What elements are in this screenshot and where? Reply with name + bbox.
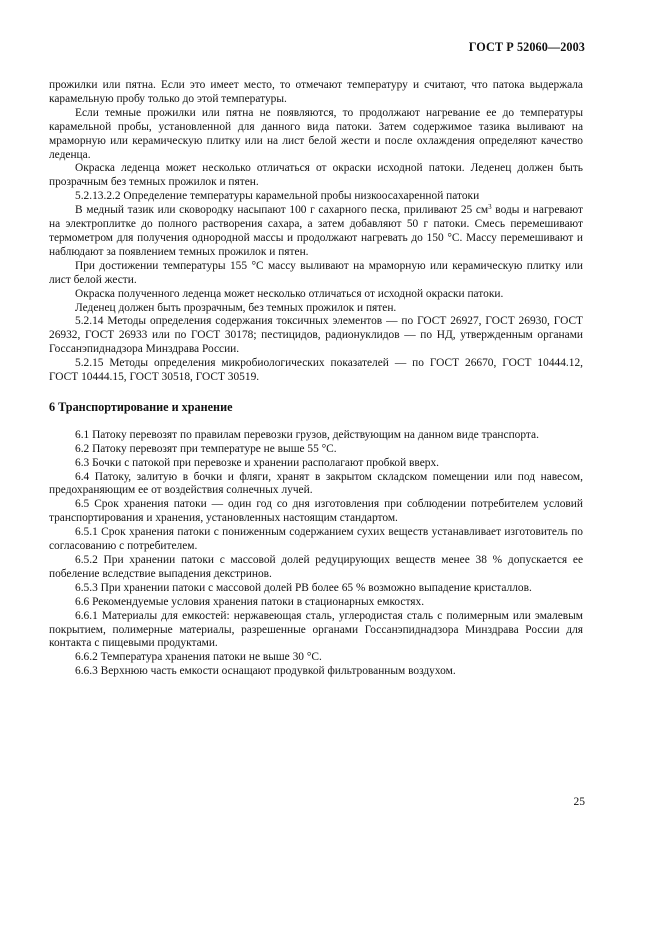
paragraph: 5.2.15 Методы определения микробиологических показателей — по ГОСТ 26670, ГОСТ 10444.12, ГОСТ 10444.15, ГОСТ 30518, ГОСТ 30519. [49, 357, 583, 384]
paragraph: 6.6.2 Температура хранения патоки не выше 30 °С. [75, 651, 322, 664]
subsection-heading: 5.2.13.2.2 Определение температуры карамельной пробы низкоосахаренной патоки [75, 190, 480, 203]
document-header: ГОСТ Р 52060—2003 [468, 40, 585, 54]
paragraph: прожилки или пятна. Если это имеет место, то отмечают температуру и считают, что патока выдержала карамельную пробу только до этой температуры. [49, 79, 583, 105]
paragraph: 6.6.3 Верхнюю часть емкости оснащают продувкой фильтрованным воздухом. [75, 665, 456, 678]
paragraph: 6.3 Бочки с патокой при перевозке и хранении располагают пробкой вверх. [75, 456, 440, 469]
paragraph: 6.1 Патоку перевозят по правилам перевозки грузов, действующим на данном виде транспорта. [75, 428, 539, 441]
paragraph-text: воды и нагревают на электроплитке до полного растворения сахара, а затем добавляют 50 г патоки. Смесь перемешивают термометром для получения однородной массы и продолжают нагревать до 150 °С. Массу перемешивают и наблюдают за появлением темных прожилок и пятен. [49, 204, 584, 258]
paragraph: 6.6.1 Материалы для емкостей: нержавеющая сталь, углеродистая сталь с полимерным или эмалевым покрытием, полимерные материалы, разрешенные органами Госсанэпиднадзора Минздрава России для контакта с пищевыми продуктами. [49, 609, 583, 650]
section-title: 6 Транспортирование и хранение [49, 399, 233, 414]
paragraph: 6.5.3 При хранении патоки с массовой долей РВ более 65 % возможно выпадение кристаллов. [75, 581, 532, 594]
paragraph-text: В медный тазик или сковородку насыпают 100 г сахарного песка, приливают 25 см [75, 204, 489, 217]
paragraph: 6.5.1 Срок хранения патоки с пониженным содержанием сухих веществ устанавливает изготовитель по согласованию с потребителем. [49, 526, 583, 553]
paragraph: Окраска леденца может несколько отличаться от окраски исходной патоки. Леденец должен быть прозрачным без темных прожилок и пятен. [49, 162, 583, 189]
page-number: 25 [573, 796, 585, 808]
paragraph: 6.2 Патоку перевозят при температуре не выше 55 °С. [75, 442, 337, 455]
superscript: 3 [488, 203, 492, 212]
paragraph: 6.6 Рекомендуемые условия хранения патоки в стационарных емкостях. [75, 595, 425, 608]
paragraph: Леденец должен быть прозрачным, без темных прожилок и пятен. [75, 301, 397, 314]
paragraph: 6.5.2 При хранении патоки с массовой долей редуцирующих веществ менее 38 % допускается ее побеление вследствие выпадения декстринов. [49, 554, 583, 580]
paragraph: 6.5 Срок хранения патоки — один год со дня изготовления при соблюдении потребителем условий транспортирования и хранения, установленных настоящим стандартом. [49, 498, 583, 525]
paragraph [49, 204, 583, 260]
paragraph: 5.2.14 Методы определения содержания токсичных элементов — по ГОСТ 26927, ГОСТ 26930, ГОСТ 26932, ГОСТ 26933 или по ГОСТ 30178; пестицидов, радионуклидов — по НД, утвержденным органами Госсанэпиднадзора Минздрава России. [49, 315, 583, 356]
document-body [49, 79, 583, 679]
paragraph: При достижении температуры 155 °С массу выливают на мраморную или керамическую плитку или лист белой жести. [49, 259, 583, 286]
paragraph: 6.4 Патоку, залитую в бочки и фляги, хранят в закрытом складском помещении или под навесом, предохраняющим ее от воздействия солнечных лучей. [49, 470, 583, 497]
paragraph: Окраска полученного леденца может несколько отличаться от исходной окраски патоки. [75, 287, 504, 300]
paragraph: Если темные прожилки или пятна не появляются, то продолжают нагревание ее до температуры карамельной пробы, установленной для данного вида патоки. Затем содержимое тазика выливают на мраморную или керамическую плитку или на лист белой жести и после охлаждения определяют качество леденца. [49, 106, 583, 161]
